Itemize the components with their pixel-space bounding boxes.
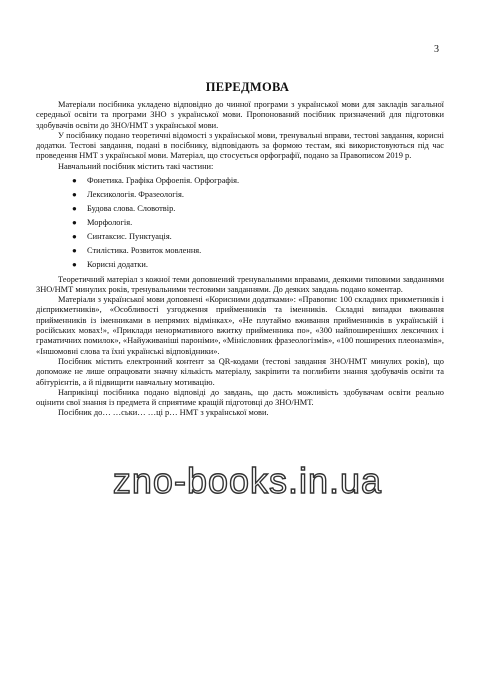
paragraph: Наприкінці посібника подано відповіді до завдань, що дасть можливість здобувачам освіти реально оцінити свої знання із предмета й сприятиме кращій підготовці до ЗНО/НМТ.	[36, 387, 444, 408]
bullet-icon: ●	[72, 204, 77, 214]
preface-text	[36, 100, 444, 419]
paragraph: Теоретичний матеріал з кожної теми доповнений тренувальними вправами, деякими типовими завданнями ЗНО/НМТ минулих років, тренувальними тестовими завданнями. До деяких завдань подано коментар.	[36, 274, 444, 294]
paragraph: Посібник до… …ськи… …ці р… НМТ з української мови.	[58, 408, 269, 418]
bullet-icon: ●	[72, 218, 77, 228]
list-item	[72, 190, 444, 200]
list-item	[72, 260, 444, 270]
bullet-icon: ●	[72, 260, 77, 270]
paragraph: У посібнику подано теоретичні відомості з української мови, тренувальні вправи, тестові завдання, корисні додатки. Тестові завдання, подані в посібнику, відповідають за формою тестам, які використовуються під час проведення НМТ з української мови. Матеріал, що стосується орфографії, подано за Правописом 2019 р.	[36, 130, 444, 161]
watermark: zno-books.in.ua	[112, 460, 383, 501]
list-item-label: Морфологія.	[87, 218, 133, 228]
list-item-label: Корисні додатки.	[87, 260, 148, 270]
sections-list	[36, 176, 444, 271]
list-item	[72, 176, 444, 186]
bullet-icon: ●	[72, 175, 77, 185]
list-item	[72, 246, 444, 256]
list-item	[72, 204, 444, 214]
list-item-label: Будова слова. Словотвір.	[87, 204, 176, 214]
list-item	[72, 218, 444, 228]
paragraph: Посібник містить електронний контент за QR-кодами (тестові завдання ЗНО/НМТ минулих років), що допоможе не лише опрацювати значну кількість матеріалу, закріпити та поглибити знання здобувачів освіти та абітурієнтів, а й підвищити навчальну мотивацію.	[36, 356, 444, 387]
list-item-label: Лексикологія. Фразеологія.	[87, 189, 184, 199]
paragraph: Навчальний посібник містить такі частини:	[58, 161, 214, 171]
page-number: 3	[434, 44, 439, 55]
bullet-icon: ●	[72, 189, 77, 199]
paragraph: Матеріали посібника укладено відповідно до чинної програми з української мови для закладів загальної середньої освіти та програми ЗНО з української мови. Пропонований посібник призначений для підготовки здобувачів освіти до ЗНО/НМТ з української мови.	[36, 100, 444, 130]
list-item-label: Фонетика. Графіка Орфоепія. Орфографія.	[87, 175, 240, 185]
list-item-label: Стилістика. Розвиток мовлення.	[87, 246, 202, 256]
page-title: ПЕРЕДМОВА	[205, 80, 290, 94]
list-item-label: Синтаксис. Пунктуація.	[87, 232, 172, 242]
bullet-icon: ●	[72, 246, 77, 256]
paragraph: Матеріали з української мови доповнені «Корисними додатками»: «Правопис 100 складних прикметників і дієприкметників», «Особливості узгодження прийменників та іменників. Складні випадки вживання прийменників із іменниками в непрямих відмінках», «Не плутаймо вживання прийменників в українській і російських мовах!», «Приклади ненормативного вжитку прийменника по», «300 найпоширеніших лексичних і граматичних помилок», «Найуживаніші пароніми», «Мінісловник фразеологізмів», «100 поширених плеоназмів», «Іншомовні слова та їхні українські відповідники».	[36, 295, 444, 356]
list-item	[72, 232, 444, 242]
bullet-icon: ●	[72, 232, 77, 242]
